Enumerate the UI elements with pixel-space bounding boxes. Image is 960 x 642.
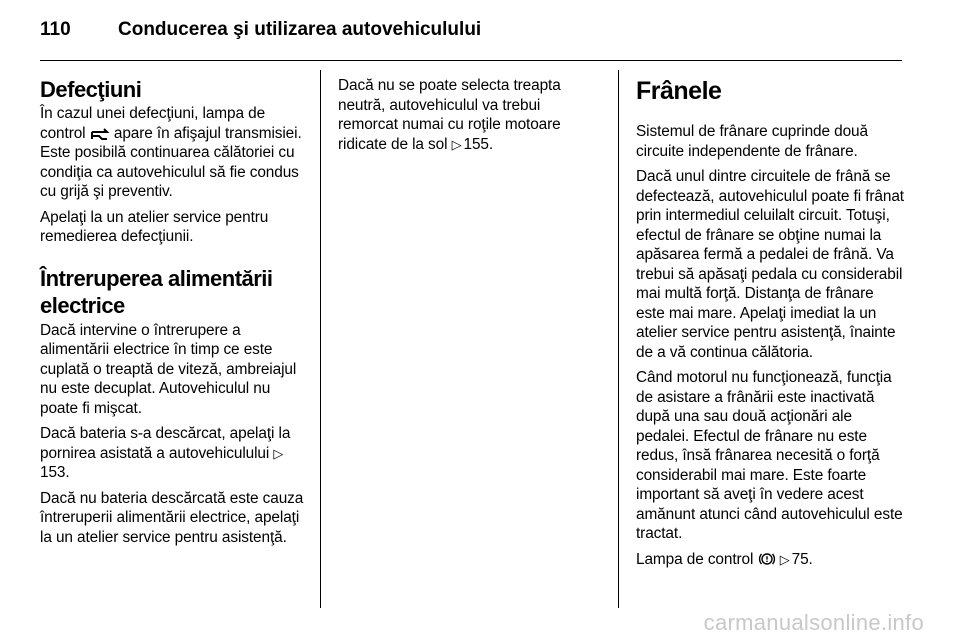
heading-franele: Frânele xyxy=(636,77,722,105)
column-right xyxy=(636,76,906,575)
text-fragment: Dacă nu se poate selecta treapta neutră, autovehiculul va trebui remorcat numai cu roţile motoare ridicate de la sol xyxy=(338,77,561,153)
text-fragment: apare în afişajul transmisiei. Este posibilă continuarea călătoriei cu condiţia ca autovehiculul să fie condus cu grijă şi preventiv. xyxy=(40,124,302,200)
column-divider-2 xyxy=(618,70,619,608)
page-reference-link[interactable]: 153. xyxy=(40,464,70,481)
paragraph-engine-off: Când motorul nu funcţionează, funcţia de asistare a frânării este inactivată după una sau două acţionări ale pedalei. Efectul de frânare nu este redus, însă frânarea necesită o forţă considerabil mai mare. Este foarte important să aveţi în vedere acest amănunt atunci când autovehiculul este tractat. xyxy=(636,369,903,542)
text-fragment: Lampa de control xyxy=(636,550,754,568)
gearbox-fault-icon xyxy=(90,126,110,141)
watermark: carmanualsonline.info xyxy=(703,610,924,635)
paragraph-brake-system: Sistemul de frânare cuprinde două circuite independente de frânare. xyxy=(636,123,868,160)
paragraph-towing xyxy=(338,76,600,154)
column-left xyxy=(40,76,305,553)
page-number: 110 xyxy=(40,19,71,40)
page-reference-link[interactable]: 75. xyxy=(791,550,813,568)
paragraph-control-lamp xyxy=(636,550,906,570)
column-middle xyxy=(338,76,600,160)
page-reference-icon: ▷ xyxy=(779,551,790,567)
paragraph-other-cause: Dacă nu bateria descărcată este cauza întreruperii alimentării electrice, apelaţi la un atelier service pentru asistenţă. xyxy=(40,489,304,546)
page-header xyxy=(40,16,481,44)
page-reference-link[interactable]: 155. xyxy=(463,135,494,153)
page-reference-icon: ▷ xyxy=(451,136,462,152)
paragraph-service: Apelaţi la un atelier service pentru remedierea defecţiunii. xyxy=(40,208,269,245)
paragraph-power-interrupt: Dacă intervine o întrerupere a alimentării electrice în timp ce este cuplată o treaptă de viteză, ambreiajul nu este decuplat. Autovehiculul nu poate fi mişcat. xyxy=(40,321,297,417)
paragraph-brake-circuit-failure: Dacă unul dintre circuitele de frână se defectează, autovehiculul poate fi frânat prin intermediul celuilalt circuit. Totuşi, efectul de frânare se obţine numai la apăsarea fermă a pedalei de frână. Va trebui să apăsaţi pedala cu considerabil mai multă forţă. Distanţa de frânare este mai mare. Apelaţi imediat la un atelier service pentru asistenţă, înainte de a vă continua călătoria. xyxy=(636,168,904,361)
paragraph-battery xyxy=(40,424,305,483)
heading-defectiuni: Defecţiuni xyxy=(40,77,142,102)
column-divider-1 xyxy=(320,70,321,608)
page-title: Conducerea şi utilizarea autovehiculului xyxy=(118,19,482,40)
text-fragment: În cazul unei defecţiuni, lampa de control xyxy=(40,105,266,142)
page-reference-icon: ▷ xyxy=(273,445,284,461)
heading-intrerupere: Întreruperea alimentării electrice xyxy=(40,265,273,318)
brake-warning-icon xyxy=(758,551,776,567)
text-fragment: Dacă bateria s-a descărcat, apelaţi la pornirea asistată a autovehiculului xyxy=(40,425,291,462)
paragraph-defect-lamp xyxy=(40,104,305,202)
header-divider xyxy=(40,60,902,61)
